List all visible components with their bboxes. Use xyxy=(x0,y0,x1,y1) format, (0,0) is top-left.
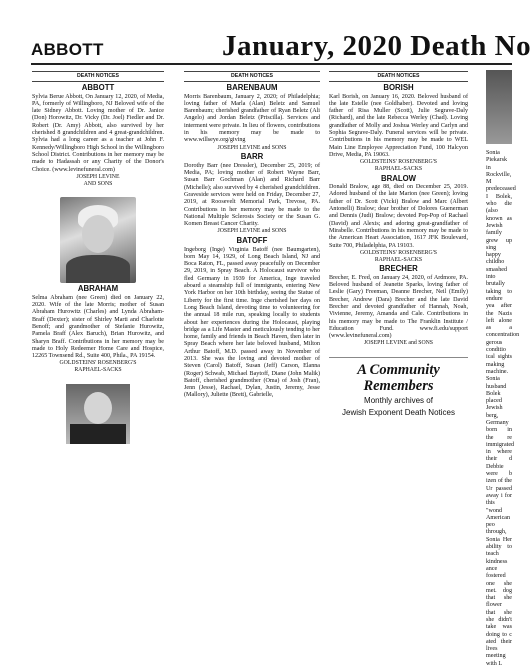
header-rule xyxy=(31,63,512,65)
portrait-photo xyxy=(60,197,136,283)
funeral-home: RAPHAEL-SACKS xyxy=(374,166,423,173)
funeral-home: GOLDSTEINS' ROSENBERG'S xyxy=(59,360,137,367)
notice-name: BRALOW xyxy=(380,173,417,183)
column-2 xyxy=(184,71,320,512)
section-tag: DEATH NOTICES xyxy=(184,71,320,82)
column-3 xyxy=(329,71,468,512)
section-tag: DEATH NOTICES xyxy=(329,71,468,82)
funeral-home: RAPHAEL-SACKS xyxy=(74,367,122,374)
section-tag: DEATH NOTICES xyxy=(32,71,164,82)
funeral-home: JOSEPH LEVINE and SONS xyxy=(363,340,434,347)
notice-text: Brecher, E. Fred, on January 24, 2020, of Ardmore, PA. Beloved husband of Jeanette Sparks, loving father of Leslie (Gary) Freeman, Deanne Brecher, Neil (Emily) Brecher, Andrew (Dara) Brecher and the late David Brecher and devoted grandfather of Hannah, Noah, Vivienne, Jeremy, Amanda and Cale. Contributions in his memory may be made to The Franklin Institute / Education Fund. www.fi.edu/support (www.levinefuneral.com) xyxy=(329,274,468,340)
notice-text: Dorothy Barr (nee Dressler), December 25, 2019; of Media, PA; loving mother of Robert Wayne Barr, Susan Barr Gochman (Alan) and Richard Barr (Michelle); also survived by 4 cherished grandchildren. Graveside services were held on Friday, December 27, 2019, at Roosevelt Memorial Park, Trevose, PA. Contributions in her memory may be made to the National Multiple Sclerosis Society or the Susan G. Komen Breast Cancer Charity. xyxy=(184,162,320,228)
notice-text: Karl Borish, on January 16, 2020. Beloved husband of the late Estelle (nee Goldhaber). Devoted and loving father of Risa Muller (Scott), Julie Segrave-Daly (Richard), and the late Rebecca Werley (Chad). Loving grandfather of Molly and Joshua Werley and Carlyn and Sophia Segrave-Daly. Funeral services will be private. Contributions in his memory may be made to WEL Main Line Employee Appreciation Fund, 100 Halcyon Drive, Media, PA 19063. xyxy=(329,93,468,158)
funeral-home: JOSEPH LEVINE and SONS xyxy=(217,228,287,235)
community-remembers-ad xyxy=(329,357,468,418)
notice-name: BATOFF xyxy=(236,236,268,246)
ad-subtitle: Jewish Exponent Death Notices xyxy=(342,408,455,418)
column-1 xyxy=(32,71,164,512)
notice-text: Sylvia Berue Abbott, On January 12, 2020, of Media, PA, formerly of Willingboro, NJ Beloved wife of the late Sidney Abbott. Loving mother of Dr. Janice (Don) Horowitz, Dr. Vicky (Dr. Joel) Fiedler and Dr. Robert (Dr. Amy) Abbott, also survived by her cherished 8 grandchildren and 4 great-grandchildren. Sylvia had a long career as a teacher at John F. Kennedy/Willingboro High School in the Willingboro School District. Contributions in her memory may be made to Hadassah or any Charity of the Donor's Choice. (www.levinefuneral.com) xyxy=(32,93,164,173)
notice-name: BARR xyxy=(240,152,264,162)
portrait-photo xyxy=(66,384,130,444)
notice-text: Donald Bralow, age 88, died on December 25, 2019. Adored husband of the late Marion (nee Green); loving father of Dr. Scott (Vicki) Bralow and Marc (Albert Antonelli) Bralow; dear brother of Dolores Guenerman and Dennis (Judi) Bralow; devoted Pop-Pop of Rachael (David) and Alexis; and adoring great-grandfather of Mirabelle. Contributions in his memory may be made to the American Heart Association, 1617 JFK Boulevard, Suite 700, Philadelphia, PA 19103. xyxy=(329,184,468,249)
notice-name: ABRAHAM xyxy=(77,284,119,294)
funeral-home: JOSEPH LEVINE and SONS xyxy=(217,144,287,151)
notice-text: Ingeborg (Inge) Virginia Batoff (nee Baumgarten), born May 14, 1929, of Long Beach Island, NJ and Boca Raton, FL, passed away peacefully on December 29, 2019, in Spray Beach. A Holocaust survivor who fled Germany in 1939 for America, Inge traveled aboard a steamship full of immigrants, entering New York Harbor on her 10th birthday, seeing the Statue of Liberty for the first time. Inge cherished her days on Long Beach Island, devoting time to volunteering for the annual 18 mile run, speaking locally to students about her experiences during the Holocaust, playing bridge as a Life Master and meticulously tending to her home, family and friends in Beach Haven, then later in Spray Beach where her late beloved husband, Milton Arthur Batoff, M.D. passed away in November of 2013. She was the loving and devoted mother of Steven (Carol) Batoff, Susan (Jeff) Carson, Elanna (Roger) Schwab, Michael Baytoff, Diane (John Malik) Batoff, cherished grandmother (Oma) of Josh (Fran), Jenn (Jesse), Rachael, Dylan, Justin, Jeremy, Jesse (Mallory), Juliette (Brett), Gabrielle, xyxy=(184,246,320,399)
funeral-home: JOSEPH LEVINE xyxy=(76,173,120,180)
funeral-home: GOLDSTEINS' ROSENBERG'S xyxy=(360,159,437,166)
column-4 xyxy=(486,150,520,667)
notice-name: ABBOTT xyxy=(81,83,115,93)
notice-name: BORISH xyxy=(383,83,414,93)
funeral-home: RAPHAEL-SACKS xyxy=(374,256,423,263)
notice-name: BARENBAUM xyxy=(226,83,278,93)
funeral-home: GOLDSTEINS' ROSENBERG'S xyxy=(360,249,437,256)
section-label: ABBOTT xyxy=(31,40,104,59)
ad-subtitle: Monthly archives of xyxy=(364,396,433,406)
notice-text: Sonia Piekarsk in Rockville, M predeceased I Bolek, who die (also known as Jewish family grew up sing happy childho smashed into brutally taking to endure yea after the Nazis left alone as a concentration gerous conditio ical sights making machine. Sonia husband Bolek placed Jewish berg, Germany born in the re immigrated in where their d Debbie were b izen of the Ur passed away i for this "wond American peo through, Sonia Her ability to teach kindness ance fostered one she met. dog that she flower that she she didn't take was doing to c ated their lives meeting with L xyxy=(486,150,520,667)
notice-text: Selma Abraham (nee Green) died on January 22, 2020. Wife of the late Morris; mother of Susan Abraham Hurowitz (Charles) and Lynda Abraham-Braff (Dexter); sister of Shirley Marti and Charlotte Benoff; and grandmother of Stefanie Hurowitz, Pamela Braff (Alex Baruch), Brian Hurowitz, and Sharyn Braff. Contributions in her memory may be made to Holy Redeemer Home Care and Hospice, 12265 Townsend Rd., Suite 400, Phila., PA 19154. xyxy=(32,294,164,360)
page-title: January, 2020 Death No xyxy=(222,30,531,62)
notice-text: Morris Barenbaum, January 2, 2020; of Philadelphia; loving father of Marla (Alan) Beletz and Samuel Barenbaum; cherished grandfather of Ryan Beletz (Ali Angelo) and Jordan Beletz (Priscilla). Services and interment were private. In lieu of flowers, contributions in his memory may be made to www.willseye.org/giving xyxy=(184,93,320,144)
ad-title: A Community xyxy=(357,362,440,379)
notice-name: BRECHER xyxy=(379,264,418,274)
ad-title: Remembers xyxy=(363,378,434,395)
side-photo xyxy=(486,70,512,144)
funeral-home: AND SONS xyxy=(83,180,113,187)
